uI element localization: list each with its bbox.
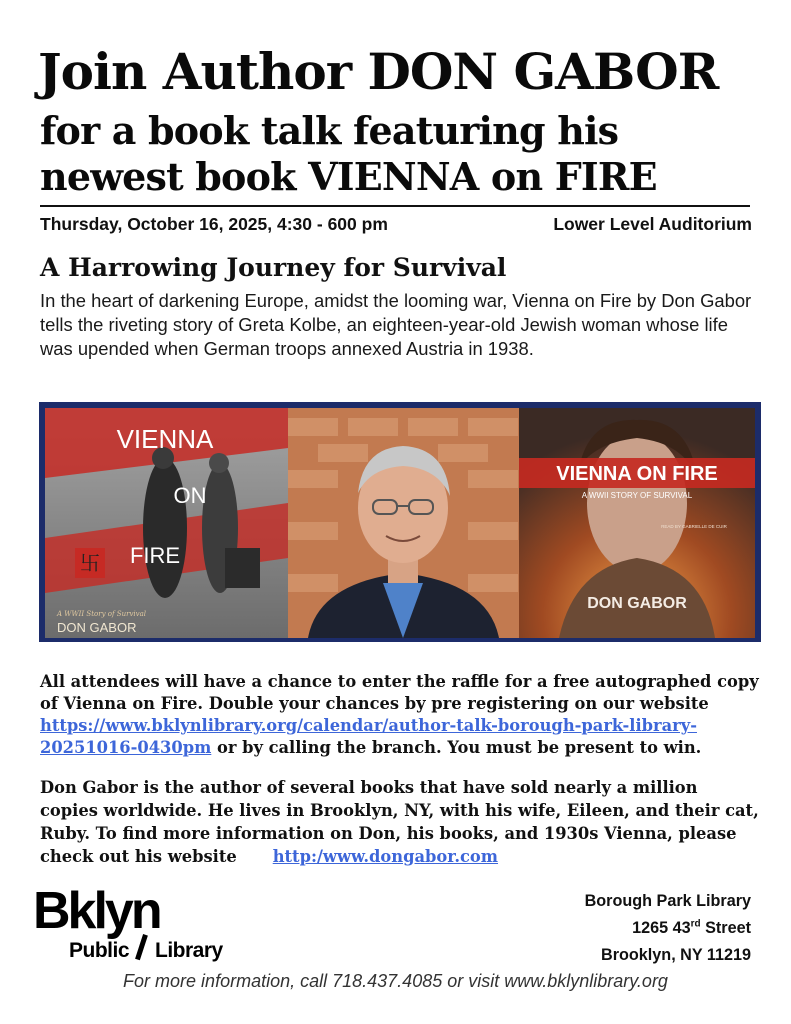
headline-line2a: for a book talk featuring his <box>40 108 619 153</box>
author-bio-paragraph <box>40 776 760 868</box>
raffle-text: All attendees will have a chance to enter the raffle for a free autographed copy of Vienna on Fire. Double your chances by pre registering on our website <box>40 672 759 713</box>
event-location: Lower Level Auditorium <box>553 214 752 234</box>
headline-line1: Join Author DON GABOR <box>38 42 719 101</box>
branch-street <box>585 915 751 942</box>
bio-text: Don Gabor is the author of several books that have sold nearly a million copies worldwide. He lives in Brooklyn, NY, with his wife, Eileen, and their cat, Ruby. To find more information on Don, his books, and 1930s Vienna, please check out his website <box>40 778 759 866</box>
svg-text:卐: 卐 <box>80 551 100 575</box>
book-cover-left <box>45 408 288 638</box>
headline-line2 <box>40 108 760 200</box>
intro-paragraph: In the heart of darkening Europe, amidst the looming war, Vienna on Fire by Don Gabor tells the riveting story of Greta Kolbe, an eighteen-year-old Jewish woman whose life was upended when German troops annexed Austria in 1938. <box>40 290 752 359</box>
cover-left-word3: FIRE <box>129 543 181 568</box>
cover-left-author: DON GABOR <box>57 620 137 635</box>
logo-bklyn-text: Bklyn <box>33 884 160 940</box>
author-website-link[interactable]: http:/www.dongabor.com <box>272 847 499 866</box>
event-date-time: Thursday, October 16, 2025, 4:30 - 600 pm <box>40 214 388 234</box>
cover-left-word1: VIENNA <box>116 424 214 454</box>
bklyn-public-library-logo <box>33 884 243 964</box>
cover-left-tagline: A WWII Story of Survival <box>57 610 147 618</box>
registration-link[interactable]: https://www.bklynlibrary.org/calendar/author-talk-borough-park-library-20251016-0430pm <box>40 716 697 757</box>
branch-name: Borough Park Library <box>584 892 751 910</box>
cover-right-title: VIENNA ON FIRE <box>556 463 718 485</box>
branch-street-number: 1265 43 <box>632 919 691 937</box>
cover-right-author: DON GABOR <box>587 595 687 612</box>
raffle-text-end: or by calling the branch. You must be present to win. <box>211 738 702 757</box>
logo-library-text: Library <box>155 939 223 962</box>
book-cover-left-art <box>45 408 288 638</box>
branch-street-suffix: rd <box>690 918 701 930</box>
branch-address <box>585 888 751 969</box>
divider-rule <box>40 205 750 207</box>
photo-strip <box>39 402 761 642</box>
raffle-paragraph <box>40 671 760 759</box>
book-cover-right-art <box>519 408 755 638</box>
branch-street-word: Street <box>700 919 751 937</box>
author-photo <box>288 408 519 638</box>
cover-right-narrator: READ BY GABRIELLE DE CUIR <box>661 524 727 529</box>
book-cover-right <box>519 408 755 638</box>
cover-left-word2: ON <box>173 483 207 508</box>
footer-contact: For more information, call 718.437.4085 or visit www.bklynlibrary.org <box>123 971 668 991</box>
cover-right-subtitle: A WWII STORY OF SURVIVAL <box>581 491 693 500</box>
author-photo-art <box>288 408 519 638</box>
headline-line2b: newest book VIENNA on FIRE <box>40 154 657 199</box>
branch-city: Brooklyn, NY 11219 <box>601 946 751 964</box>
event-info-bar <box>40 212 752 236</box>
section-heading: A Harrowing Journey for Survival <box>40 253 507 282</box>
logo-public-text: Public <box>69 939 130 962</box>
